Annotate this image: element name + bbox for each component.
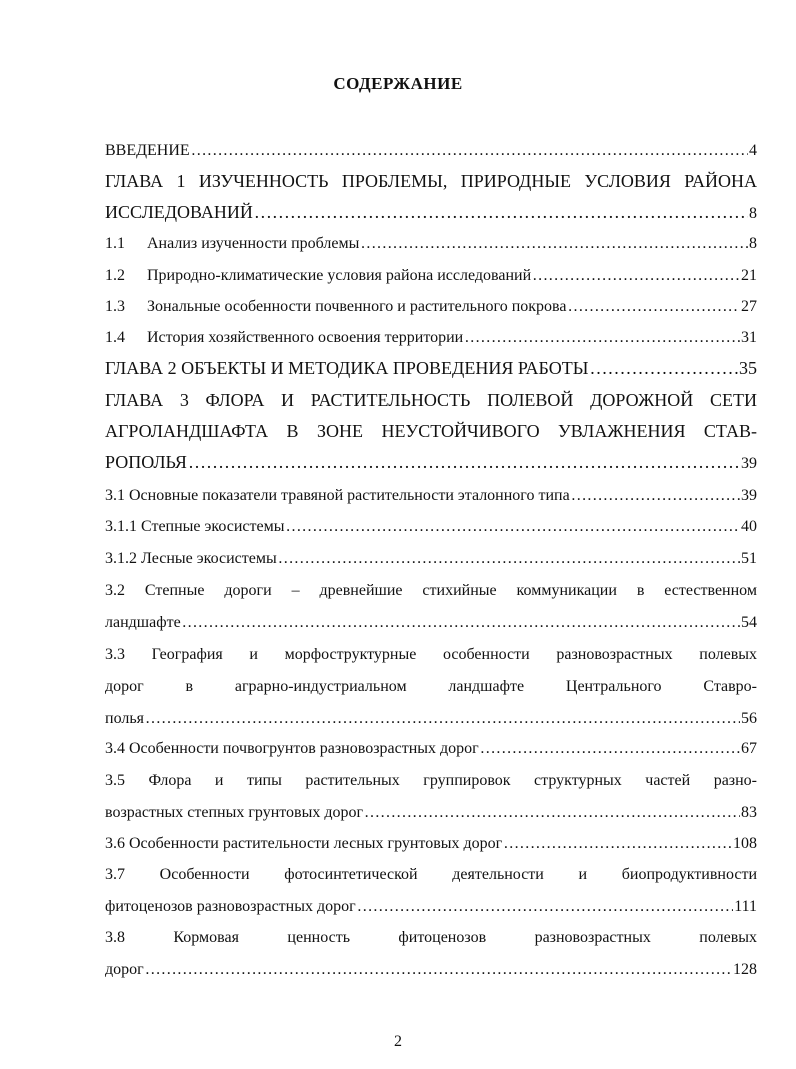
entry-title: ГЛАВА 2 ОБЪЕКТЫ И МЕТОДИКА ПРОВЕДЕНИЯ РАБОТЫ bbox=[105, 358, 589, 378]
dot-leader bbox=[464, 327, 740, 349]
entry-title-line-2: дорог bbox=[105, 961, 144, 978]
entry-title: Анализ изученности проблемы bbox=[147, 235, 360, 252]
toc-entry-section-1-1[interactable] bbox=[105, 233, 757, 255]
entry-title: 3.1.2 Лесные экосистемы bbox=[105, 550, 277, 567]
page-ref: 8 bbox=[749, 205, 757, 222]
entry-title-line-1: 3.2 Степные дороги – древнейшие стихийные коммуникации в естественном bbox=[105, 582, 757, 599]
toc-entry-section-3-1-1[interactable] bbox=[105, 516, 757, 538]
dot-leader bbox=[145, 708, 740, 730]
dot-leader bbox=[503, 833, 732, 855]
section-number: 1.1 bbox=[105, 235, 125, 252]
toc-entry-section-3-1[interactable] bbox=[105, 485, 757, 507]
toc-entry-chapter-1[interactable] bbox=[105, 170, 757, 225]
entry-title-line-2: фитоценозов разновозрастных дорог bbox=[105, 898, 356, 915]
entry-title: Природно-климатические условия района исследований bbox=[147, 267, 532, 284]
entry-title-line-1: 3.7 Особенности фотосинтетической деятельности и биопродуктивности bbox=[105, 866, 757, 883]
section-number: 1.3 bbox=[105, 298, 125, 315]
dot-leader bbox=[480, 738, 740, 760]
entry-title-line-2: дорог в аграрно-индустриальном ландшафте Центрального Ставро- bbox=[105, 678, 757, 695]
page-ref: 40 bbox=[741, 518, 757, 535]
page-ref: 31 bbox=[741, 329, 757, 346]
entry-title-line-3: РОПОЛЬЯ bbox=[105, 452, 187, 472]
entry-title-line-2: ИССЛЕДОВАНИЙ bbox=[105, 202, 253, 222]
entry-title-line-2: возрастных степных грунтовых дорог bbox=[105, 804, 364, 821]
page-ref: 67 bbox=[741, 740, 757, 757]
entry-title: История хозяйственного освоения территории bbox=[147, 329, 464, 346]
toc-entry-section-3-4[interactable] bbox=[105, 738, 757, 760]
page-number: 2 bbox=[394, 1033, 402, 1050]
entry-title: 3.1 Основные показатели травяной растительности эталонного типа bbox=[105, 487, 570, 504]
toc-entry-section-3-2[interactable] bbox=[105, 580, 757, 634]
entry-title-line-1: 3.5 Флора и типы растительных группировок структурных частей разно- bbox=[105, 772, 757, 789]
entry-title-line-2: АГРОЛАНДШАФТА В ЗОНЕ НЕУСТОЙЧИВОГО УВЛАЖНЕНИЯ СТАВ- bbox=[105, 421, 757, 441]
toc-entry-section-3-1-2[interactable] bbox=[105, 548, 757, 570]
page-ref: 111 bbox=[734, 898, 757, 915]
page-ref: 4 bbox=[749, 142, 757, 159]
entry-title-line-1: 3.3 География и морфоструктурные особенности разновозрастных полевых bbox=[105, 646, 757, 663]
page-ref: 51 bbox=[741, 550, 757, 567]
dot-leader bbox=[571, 485, 740, 507]
dot-leader bbox=[191, 140, 748, 162]
entry-title: ВВЕДЕНИЕ bbox=[105, 142, 190, 159]
page-ref: 35 bbox=[739, 358, 757, 378]
entry-title-line-2: ландшафте bbox=[105, 614, 181, 631]
toc-entry-section-1-2[interactable] bbox=[105, 265, 757, 287]
page-ref: 128 bbox=[733, 961, 757, 978]
entry-title: 3.1.1 Степные экосистемы bbox=[105, 518, 285, 535]
dot-leader bbox=[567, 296, 740, 318]
page-ref: 21 bbox=[741, 267, 757, 284]
dot-leader bbox=[182, 612, 740, 634]
dot-leader bbox=[357, 896, 734, 918]
page-title: СОДЕРЖАНИЕ bbox=[333, 74, 463, 93]
entry-title: Зональные особенности почвенного и растительного покрова bbox=[147, 298, 567, 315]
dot-leader bbox=[532, 265, 740, 287]
dot-leader bbox=[286, 516, 741, 538]
dot-leader bbox=[254, 201, 748, 223]
entry-title: 3.6 Особенности растительности лесных грунтовых дорог bbox=[105, 835, 503, 852]
page-ref: 54 bbox=[741, 614, 757, 631]
toc-entry-section-3-7[interactable] bbox=[105, 864, 757, 918]
entry-title-line-1: 3.8 Кормовая ценность фитоценозов разновозрастных полевых bbox=[105, 929, 757, 946]
page-ref: 8 bbox=[749, 235, 757, 252]
section-number: 1.4 bbox=[105, 329, 125, 346]
entry-title-line-1: ГЛАВА 3 ФЛОРА И РАСТИТЕЛЬНОСТЬ ПОЛЕВОЙ ДОРОЖНОЙ СЕТИ bbox=[105, 390, 757, 410]
dot-leader bbox=[188, 451, 740, 473]
entry-title-line-1: ГЛАВА 1 ИЗУЧЕННОСТЬ ПРОБЛЕМЫ, ПРИРОДНЫЕ УСЛОВИЯ РАЙОНА bbox=[105, 171, 757, 191]
entry-title: 3.4 Особенности почвогрунтов разновозрастных дорог bbox=[105, 740, 479, 757]
toc-entry-introduction[interactable] bbox=[105, 140, 757, 162]
toc-entry-section-3-8[interactable] bbox=[105, 927, 757, 981]
toc-entry-section-3-5[interactable] bbox=[105, 770, 757, 824]
section-number: 1.2 bbox=[105, 267, 125, 284]
dot-leader bbox=[278, 548, 740, 570]
toc-entry-section-3-6[interactable] bbox=[105, 833, 757, 855]
dot-leader bbox=[364, 802, 740, 824]
page-ref: 56 bbox=[741, 710, 757, 727]
page-ref: 39 bbox=[741, 455, 757, 472]
toc-entry-section-1-4[interactable] bbox=[105, 327, 757, 349]
toc-entry-chapter-3[interactable] bbox=[105, 389, 757, 475]
page-ref: 83 bbox=[741, 804, 757, 821]
entry-title-line-3: полья bbox=[105, 710, 144, 727]
dot-leader bbox=[589, 357, 738, 379]
page-ref: 108 bbox=[733, 835, 757, 852]
dot-leader bbox=[360, 233, 748, 255]
toc-entry-section-1-3[interactable] bbox=[105, 296, 757, 318]
toc-entry-chapter-2[interactable] bbox=[105, 357, 757, 379]
dot-leader bbox=[145, 959, 732, 981]
page-ref: 27 bbox=[741, 298, 757, 315]
toc-entry-section-3-3[interactable] bbox=[105, 644, 757, 730]
page-ref: 39 bbox=[741, 487, 757, 504]
